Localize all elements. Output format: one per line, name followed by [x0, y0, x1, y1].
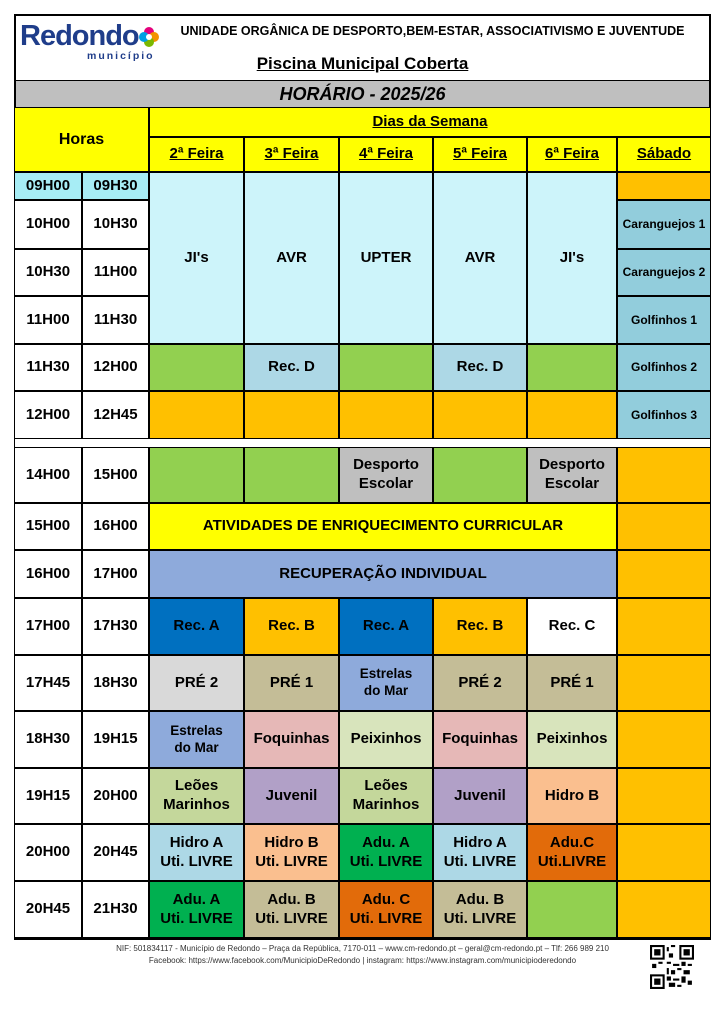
- row-2045-2-line-2: Uti. LIVRE: [255, 909, 328, 927]
- row-1830-5: Peixinhos: [527, 711, 617, 768]
- afternoon-time-start-2: 15H00: [14, 503, 82, 550]
- row-2045-2: [244, 881, 339, 938]
- row-1130-3: [339, 344, 433, 391]
- row-1700-3: Rec. A: [339, 598, 433, 655]
- row-1130-5: [527, 344, 617, 391]
- day-header-2: 3ª Feira: [244, 137, 339, 172]
- afternoon-time-end-1: 15H00: [82, 447, 149, 503]
- section-gap: [14, 439, 711, 447]
- morning-activity-2: AVR: [244, 172, 339, 344]
- morning-time-end-3: 11H00: [82, 249, 149, 296]
- row-1915-4: Juvenil: [433, 768, 527, 824]
- row-1700-5: Rec. C: [527, 598, 617, 655]
- row-1200-5: [527, 391, 617, 439]
- row-1130-4: Rec. D: [433, 344, 527, 391]
- morning-time-end-4: 11H30: [82, 296, 149, 344]
- row-1200-4: [433, 391, 527, 439]
- footer-contacts: NIF: 501834117 - Município de Redondo – Praça da República, 7170-011 – www.cm-redondo.pt – geral@cm-redondo.pt – Tlf: 266 989 210: [116, 944, 609, 953]
- logo-word: Redondo: [20, 20, 139, 52]
- afternoon-time-end-7: 20H00: [82, 768, 149, 824]
- morning-activity-5: JI's: [527, 172, 617, 344]
- redondo-logo: [20, 20, 160, 60]
- row-1915-1-line-2: Marinhos: [163, 796, 230, 813]
- row-1830-1-line-2: do Mar: [174, 739, 219, 755]
- row-1915-5: Hidro B: [527, 768, 617, 824]
- row-1200-2: [244, 391, 339, 439]
- hours-header: Horas: [14, 107, 149, 172]
- row-2000-1-line-2: Uti. LIVRE: [160, 852, 233, 870]
- saturday-afternoon-4: [617, 598, 711, 655]
- logo-sub: município: [87, 50, 155, 62]
- row-1400-3-line-2: Escolar: [358, 475, 414, 492]
- row-1400-4: [433, 447, 527, 503]
- footer-social: Facebook: https://www.facebook.com/MunicipioDeRedondo | instagram: https://www.instagram.com/municipioderedondo: [148, 956, 577, 965]
- row-1400-3: [339, 447, 433, 503]
- row-2045-4-line-1: Adu. B: [455, 890, 505, 908]
- org-title: UNIDADE ORGÂNICA DE DESPORTO,BEM-ESTAR, ASSOCIATIVISMO E JUVENTUDE: [180, 24, 685, 38]
- saturday-afternoon-2: [617, 503, 711, 550]
- flower-icon: [138, 26, 160, 48]
- row-2045-1-line-1: Adu. A: [172, 890, 221, 908]
- row-1745-4: PRÉ 2: [433, 655, 527, 711]
- row-1400-5-line-2: Escolar: [544, 475, 600, 492]
- row-2045-1: [149, 881, 244, 938]
- row-1830-1: [149, 711, 244, 768]
- saturday-afternoon-5: [617, 655, 711, 711]
- row-1745-2: PRÉ 1: [244, 655, 339, 711]
- recuperacao-band: RECUPERAÇÃO INDIVIDUAL: [149, 550, 617, 598]
- saturday-afternoon-3: [617, 550, 711, 598]
- row-1915-3-line-2: Marinhos: [352, 796, 420, 813]
- row-1915-1: [149, 768, 244, 824]
- row-2000-2-line-1: Hidro B: [264, 833, 319, 851]
- row-2000-5-line-1: Adu.C: [549, 833, 595, 851]
- row-1830-2: Foquinhas: [244, 711, 339, 768]
- morning-time-start-5: 11H30: [14, 344, 82, 391]
- row-1200-3: [339, 391, 433, 439]
- afternoon-time-end-6: 19H15: [82, 711, 149, 768]
- days-header: Dias da Semana: [149, 107, 711, 137]
- morning-activity-3: UPTER: [339, 172, 433, 344]
- row-1200-1: [149, 391, 244, 439]
- afternoon-time-start-7: 19H15: [14, 768, 82, 824]
- row-2045-3: [339, 881, 433, 938]
- row-1745-1: PRÉ 2: [149, 655, 244, 711]
- afternoon-time-start-5: 17H45: [14, 655, 82, 711]
- row-1745-3: [339, 655, 433, 711]
- row-2045-3-line-1: Adu. C: [361, 890, 411, 908]
- row-1400-1: [149, 447, 244, 503]
- afternoon-time-start-6: 18H30: [14, 711, 82, 768]
- row-2000-2-line-2: Uti. LIVRE: [255, 852, 328, 870]
- saturday-afternoon-6: [617, 711, 711, 768]
- saturday-morning-4: Golfinhos 2: [617, 344, 711, 391]
- row-1400-5-line-1: Desporto: [539, 456, 605, 474]
- row-1915-3-line-1: Leões: [364, 777, 408, 795]
- saturday-morning-2: Caranguejos 2: [617, 249, 711, 296]
- day-header-4: 5ª Feira: [433, 137, 527, 172]
- morning-time-start-6: 12H00: [14, 391, 82, 439]
- morning-time-end-5: 12H00: [82, 344, 149, 391]
- morning-activity-4: AVR: [433, 172, 527, 344]
- row-1700-4: Rec. B: [433, 598, 527, 655]
- row-1915-2: Juvenil: [244, 768, 339, 824]
- row-2045-4-line-2: Uti. LIVRE: [443, 909, 517, 927]
- row-1830-4: Foquinhas: [433, 711, 527, 768]
- day-header-5: 6ª Feira: [527, 137, 617, 172]
- afternoon-time-start-3: 16H00: [14, 550, 82, 598]
- row-2000-1: [149, 824, 244, 881]
- row-1915-3: [339, 768, 433, 824]
- row-1700-1: Rec. A: [149, 598, 244, 655]
- saturday-afternoon-9: [617, 881, 711, 938]
- row-1130-1: [149, 344, 244, 391]
- morning-time-start-1: 09H00: [14, 172, 82, 200]
- row-2000-1-line-1: Hidro A: [169, 833, 224, 851]
- row-2000-5: [527, 824, 617, 881]
- row-1915-1-line-1: Leões: [174, 777, 219, 795]
- day-header-3: 4ª Feira: [339, 137, 433, 172]
- afternoon-time-end-9: 21H30: [82, 881, 149, 938]
- row-1400-3-line-1: Desporto: [353, 456, 419, 474]
- row-2045-4: [433, 881, 527, 938]
- day-header-6: Sábado: [617, 137, 711, 172]
- row-1745-3-line-1: Estrelas: [359, 666, 413, 682]
- saturday-afternoon-7: [617, 768, 711, 824]
- row-1830-3: Peixinhos: [339, 711, 433, 768]
- row-2000-5-line-2: Uti.LIVRE: [537, 852, 607, 870]
- row-1400-2: [244, 447, 339, 503]
- row-1400-5: [527, 447, 617, 503]
- afternoon-time-end-3: 17H00: [82, 550, 149, 598]
- row-1830-1-line-1: Estrelas: [170, 722, 223, 738]
- row-2000-4: [433, 824, 527, 881]
- afternoon-time-start-4: 17H00: [14, 598, 82, 655]
- day-header-1: 2ª Feira: [149, 137, 244, 172]
- row-2000-3-line-1: Adu. A: [362, 833, 410, 851]
- qr-code: [650, 945, 694, 989]
- row-2000-3-line-2: Uti. LIVRE: [349, 852, 423, 870]
- row-2000-4-line-1: Hidro A: [453, 833, 507, 851]
- afternoon-time-start-8: 20H00: [14, 824, 82, 881]
- saturday-afternoon-8: [617, 824, 711, 881]
- row-2000-2: [244, 824, 339, 881]
- row-2000-3: [339, 824, 433, 881]
- aec-band: ATIVIDADES DE ENRIQUECIMENTO CURRICULAR: [149, 503, 617, 550]
- saturday-0900: [617, 172, 711, 200]
- morning-time-start-4: 11H00: [14, 296, 82, 344]
- morning-activity-1: JI's: [149, 172, 244, 344]
- morning-time-start-2: 10H00: [14, 200, 82, 249]
- row-2045-3-line-2: Uti. LIVRE: [349, 909, 423, 927]
- afternoon-time-start-9: 20H45: [14, 881, 82, 938]
- saturday-morning-5: Golfinhos 3: [617, 391, 711, 439]
- row-1130-2: Rec. D: [244, 344, 339, 391]
- morning-time-end-2: 10H30: [82, 200, 149, 249]
- morning-time-end-6: 12H45: [82, 391, 149, 439]
- afternoon-time-end-4: 17H30: [82, 598, 149, 655]
- afternoon-time-end-2: 16H00: [82, 503, 149, 550]
- saturday-afternoon-1: [617, 447, 711, 503]
- year-title: HORÁRIO - 2025/26: [14, 80, 711, 109]
- afternoon-time-end-5: 18H30: [82, 655, 149, 711]
- saturday-morning-3: Golfinhos 1: [617, 296, 711, 344]
- morning-time-start-3: 10H30: [14, 249, 82, 296]
- morning-time-end-1: 09H30: [82, 172, 149, 200]
- afternoon-time-start-1: 14H00: [14, 447, 82, 503]
- pool-title: Piscina Municipal Coberta: [256, 54, 469, 73]
- afternoon-time-end-8: 20H45: [82, 824, 149, 881]
- row-2045-5: [527, 881, 617, 938]
- row-2045-2-line-1: Adu. B: [267, 890, 316, 908]
- row-1745-3-line-2: do Mar: [363, 683, 409, 698]
- row-2045-1-line-2: Uti. LIVRE: [160, 909, 233, 927]
- row-1745-5: PRÉ 1: [527, 655, 617, 711]
- row-1700-2: Rec. B: [244, 598, 339, 655]
- saturday-morning-1: Caranguejos 1: [617, 200, 711, 249]
- row-2000-4-line-2: Uti. LIVRE: [443, 852, 517, 870]
